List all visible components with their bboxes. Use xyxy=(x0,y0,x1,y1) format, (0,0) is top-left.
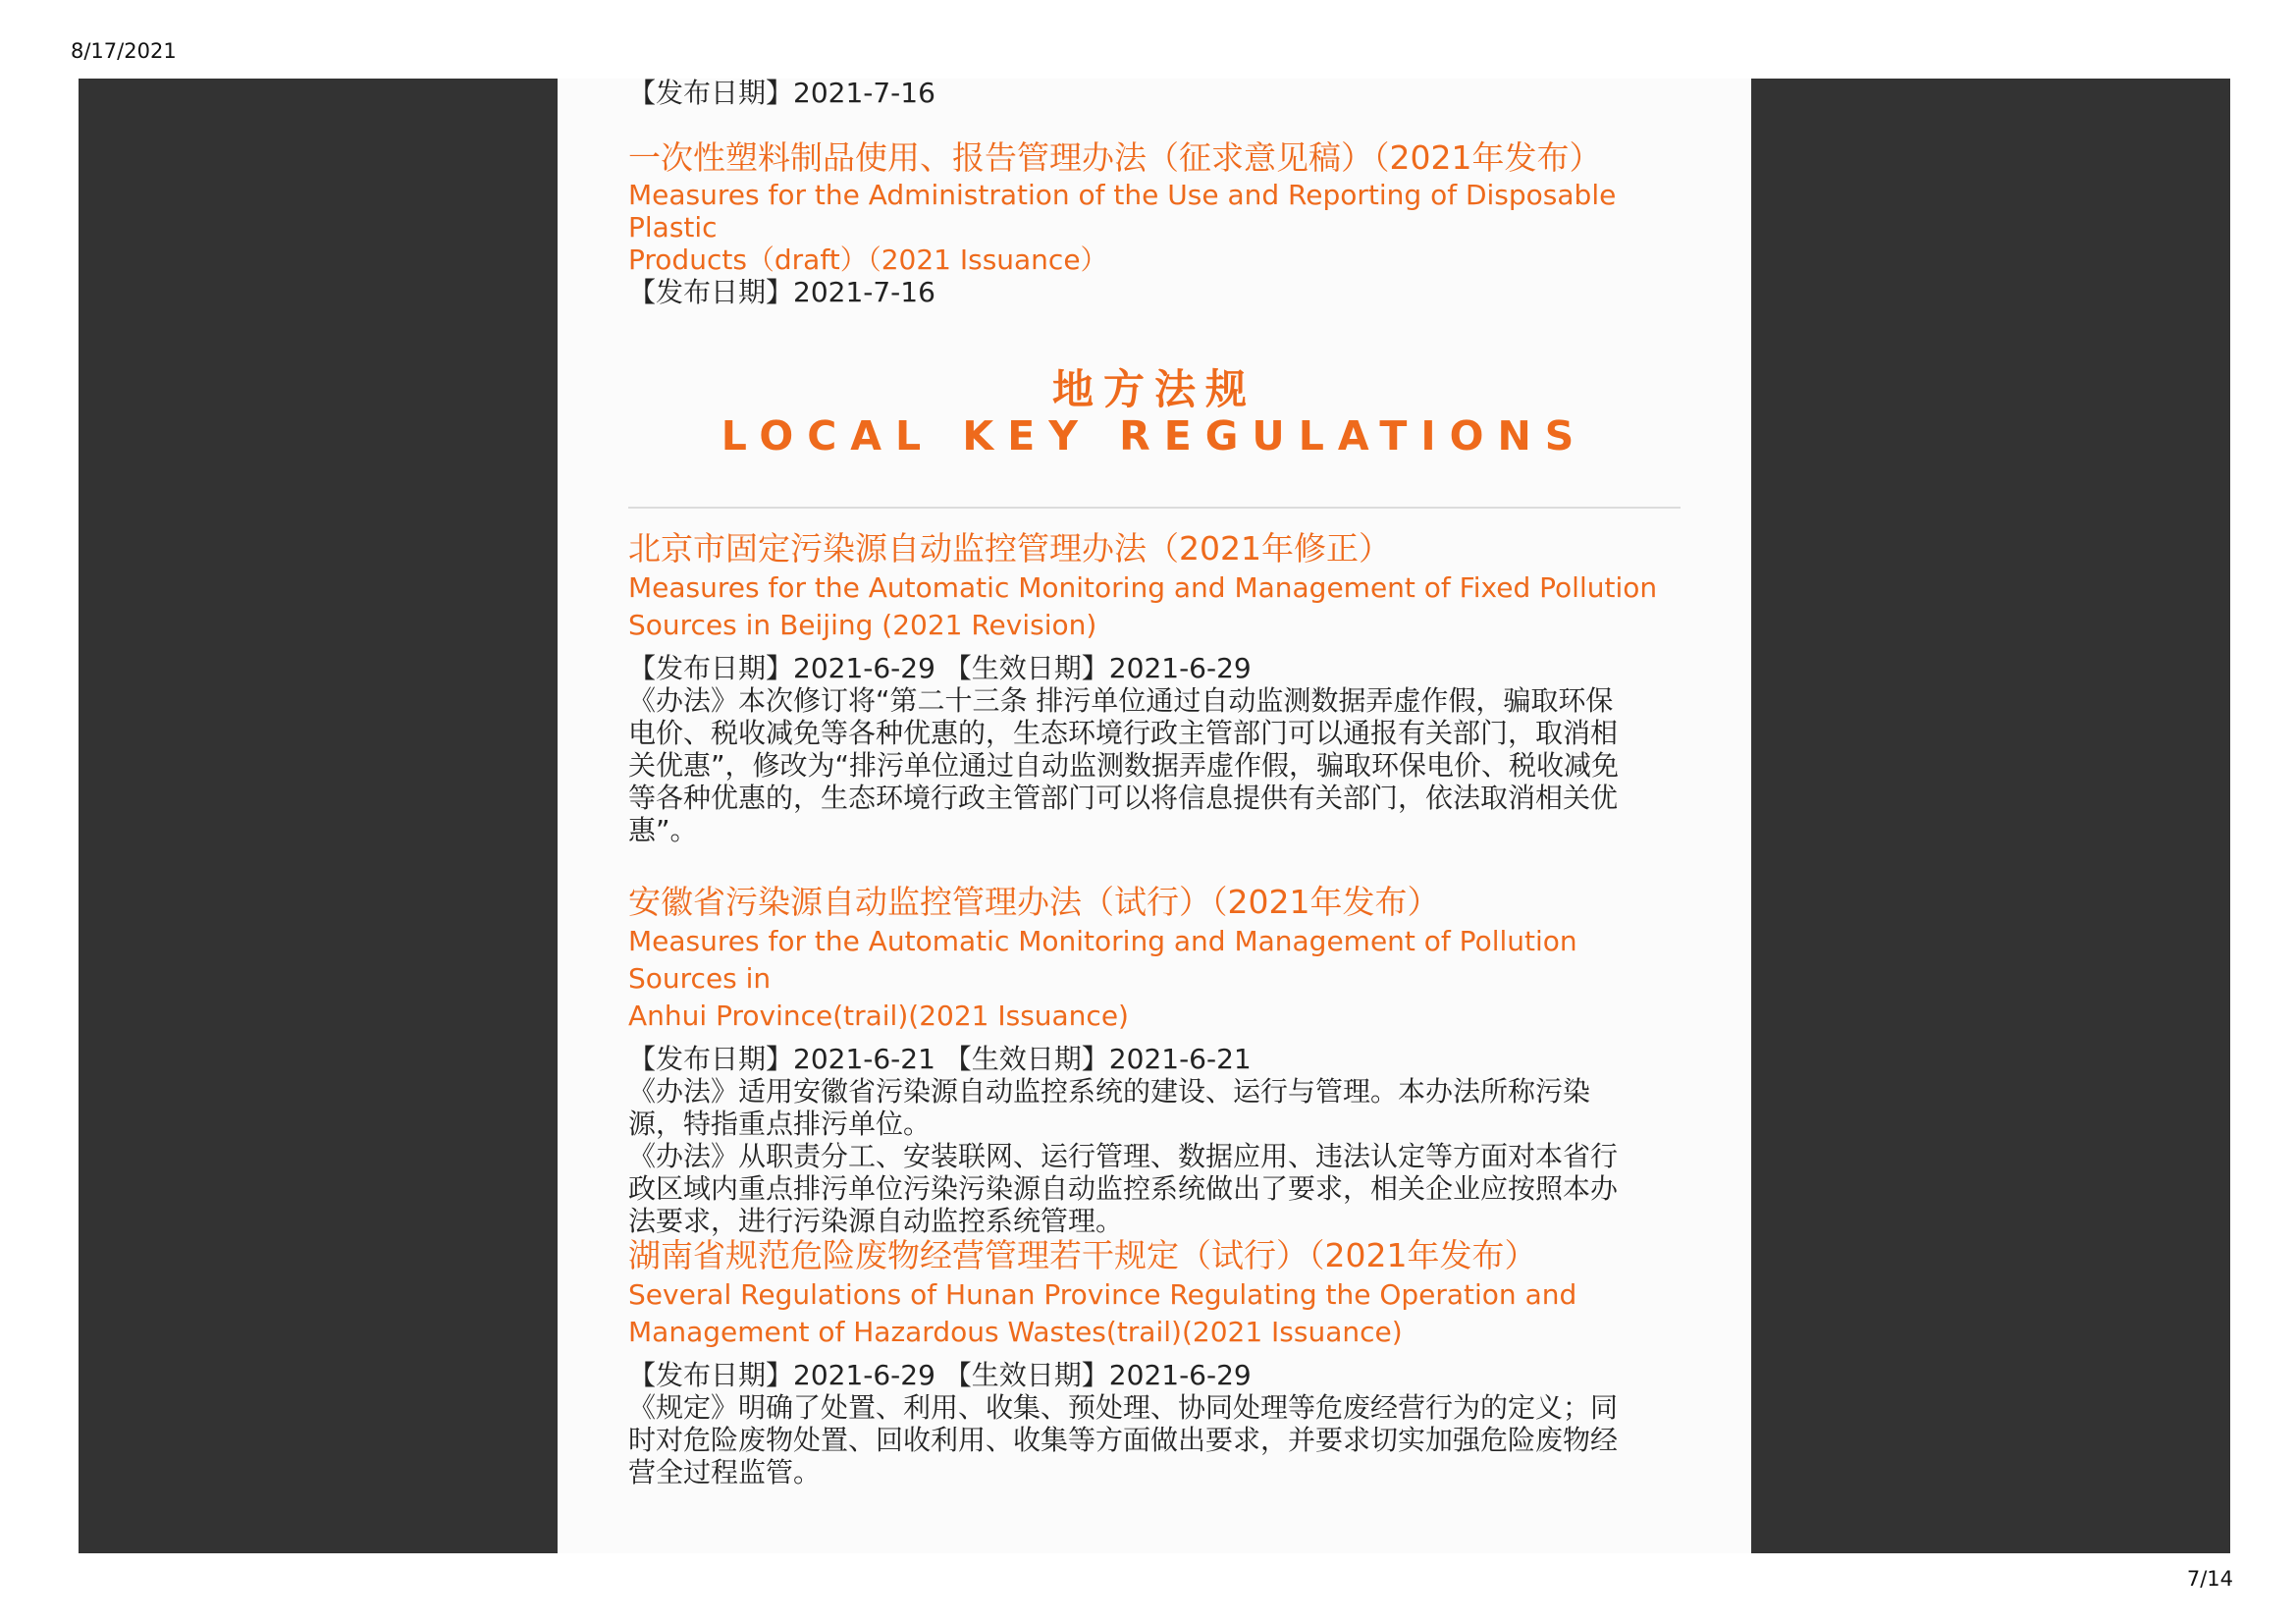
entry-summary: 惠”。 xyxy=(628,814,698,846)
entry-title-cn[interactable]: 一次性塑料制品使用、报告管理办法（征求意见稿）（2021年发布） xyxy=(628,138,1602,177)
entry-title-en-line1[interactable]: Measures for the Automatic Monitoring and Management of Pollution Sources in xyxy=(628,925,1577,995)
entry-summary: 关优惠”，修改为“排污单位通过自动监测数据弄虚作假，骗取环保电价、税收减免 xyxy=(628,749,1620,782)
section-divider xyxy=(628,507,1681,509)
entry-title-en-line2[interactable]: Anhui Province(trail)(2021 Issuance) xyxy=(628,1000,1129,1032)
regulation-entry xyxy=(628,882,1665,1237)
release-date: 【发布日期】2021-7-16 xyxy=(628,276,935,308)
entry-title-en-line1[interactable]: Measures for the Automatic Monitoring and Management of Fixed Pollution xyxy=(628,571,1658,604)
regulation-entry xyxy=(628,1235,1665,1488)
entry-summary: 时对危险废物处置、回收利用、收集等方面做出要求，并要求切实加强危险废物经 xyxy=(628,1424,1619,1456)
entry-title-en-line2[interactable]: Sources in Beijing (2021 Revision) xyxy=(628,609,1097,641)
entry-title-en-line1[interactable]: Several Regulations of Hunan Province Regulating the Operation and xyxy=(628,1278,1577,1311)
entry-summary: 《规定》明确了处置、利用、收集、预处理、协同处理等危废经营行为的定义；同 xyxy=(628,1391,1619,1424)
entry-title-en-line2[interactable]: Management of Hazardous Wastes(trail)(2021 Issuance) xyxy=(628,1316,1403,1348)
entry-summary: 源，特指重点排污单位。 xyxy=(628,1108,932,1140)
entry-summary: 政区域内重点排污单位污染污染源自动监控系统做出了要求，相关企业应按照本办 xyxy=(628,1172,1619,1205)
section-heading-en: LOCAL KEY REGULATIONS xyxy=(721,412,1588,460)
entry-summary: 《办法》从职责分工、安装联网、运行管理、数据应用、违法认定等方面对本省行 xyxy=(628,1140,1619,1172)
document-content xyxy=(558,79,1751,1553)
entry-summary: 《办法》适用安徽省污染源自动监控系统的建设、运行与管理。本办法所称污染 xyxy=(628,1075,1591,1108)
left-dark-panel xyxy=(79,79,558,1553)
section-heading-cn: 地方法规 xyxy=(1051,365,1256,413)
entry-title-en-line1[interactable]: Measures for the Administration of the Use and Reporting of Disposable Plastic xyxy=(628,179,1617,243)
entry-dates: 【发布日期】2021-6-29 【生效日期】2021-6-29 xyxy=(628,652,1252,684)
right-dark-panel xyxy=(1751,79,2230,1553)
entry-title-cn[interactable]: 安徽省污染源自动监控管理办法（试行）（2021年发布） xyxy=(628,883,1440,921)
entry-summary: 《办法》本次修订将“第二十三条 排污单位通过自动监测数据弄虚作假，骗取环保 xyxy=(628,684,1614,717)
entry-dates: 【发布日期】2021-6-29 【生效日期】2021-6-29 xyxy=(628,1359,1252,1391)
entry-summary: 等各种优惠的，生态环境行政主管部门可以将信息提供有关部门，依法取消相关优 xyxy=(628,782,1619,814)
entry-title-cn[interactable]: 北京市固定污染源自动监控管理办法（2021年修正） xyxy=(628,529,1391,568)
page-number: 7/14 xyxy=(2186,1567,2233,1591)
entry-summary: 法要求，进行污染源自动监控系统管理。 xyxy=(628,1205,1124,1237)
entry-title-cn[interactable]: 湖南省规范危险废物经营管理若干规定（试行）（2021年发布） xyxy=(628,1236,1537,1274)
top-entry xyxy=(628,79,1665,309)
entry-summary: 营全过程监管。 xyxy=(628,1456,822,1488)
entry-dates: 【发布日期】2021-6-21 【生效日期】2021-6-21 xyxy=(628,1043,1252,1075)
print-date: 8/17/2021 xyxy=(71,39,177,63)
entry-title-en-line2[interactable]: Products（draft）（2021 Issuance） xyxy=(628,243,1108,276)
release-date: 【发布日期】2021-7-16 xyxy=(628,77,935,109)
entry-summary: 电价、税收减免等各种优惠的，生态环境行政主管部门可以通报有关部门，取消相 xyxy=(628,717,1619,749)
regulation-entry xyxy=(628,528,1665,846)
